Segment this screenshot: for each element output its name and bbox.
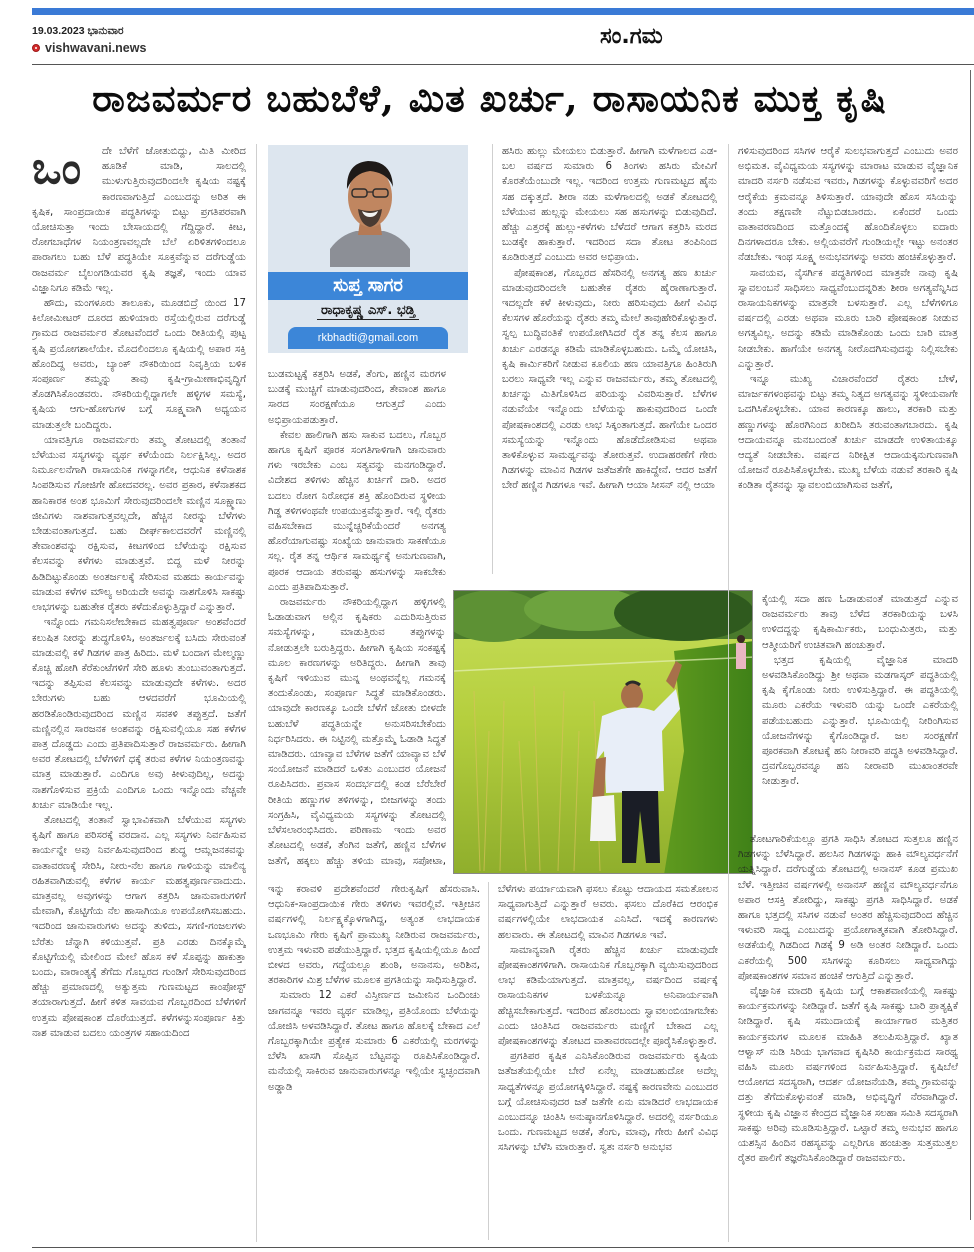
top-accent-bar — [32, 8, 974, 15]
section-title: ಸಂ.ಗಮ — [600, 24, 663, 49]
paragraph: ಸಾವಯವ, ನೈಸರ್ಗಿಕ ಪದ್ಧತಿಗಳಿಂದ ಮಾತ್ರವೇ ನಾವು ಕೃಷಿ ಸ್ವಾವಲಂಬನೆ ಸಾಧಿಸಲು ಸಾಧ್ಯವೆಂಬುದನ್ನರಿತು ಶೀರಾ ಅಗತ್ಯವೆನ್ನಿಸಿದ ರಾಸಾಯನಿಕಗಳನ್ನು ಮಾತ್ರವೇ ಬಳಸುತ್ತಾರೆ. ಎಲ್ಲ ಬೆಳೆಗಳಿಗೂ ವರ್ಷದಲ್ಲಿ ಎರಡು ಅಥವಾ ಮೂರು ಬಾರಿ ಪೋಷಕಾಂಶ ನೀಡುವ ಅಗತ್ಯವಿಲ್ಲ. ಅದನ್ನು ಕಡಿಮೆ ಮಾಡಿಕೊಂಡು ಒಂದು ಬಾರಿ ಮಾತ್ರ ನೀಡಬೇಕು. ಹಾಗೆಯೇ ಅನಗತ್ಯ ನೀರೊದಗಿಸುವುದನ್ನು ನಿಲ್ಲಿಸಬೇಕು ಎನ್ನುತ್ತಾರೆ. — [738, 267, 958, 370]
paddy-field-image — [454, 591, 753, 874]
article-column-2-lower — [268, 882, 480, 1238]
paragraph: ವೈಜ್ಞಾನಿಕ ಮಾದರಿ ಕೃಷಿಯ ಬಗ್ಗೆ ಆಕಾಶವಾಣಿಯಲ್ಲಿ ಸಾಕಷ್ಟು ಕಾರ್ಯಕ್ರಮಗಳನ್ನು ನೀಡಿದ್ದಾರೆ. ಜತೆಗೆ ಕೃಷಿ ಸಾಕಷ್ಟು ಬಾರಿ ಪ್ರಾತ್ಯಕ್ಷಿಕೆ ನೀಡಿದ್ದಾರೆ. ಕೃಷಿ ಸಮುದಾಯಕ್ಕೆ ಕಾರ್ಯಾಗಾರ ಮತ್ತಿತರ ಕಾರ್ಯಕ್ರಮಗಳ ಮೂಲಕ ಮಾಹಿತಿ ತಲುಪಿಸುತ್ತಿದ್ದಾರೆ. ಖ್ಯಾತ ಆಳ್ವಾಸ್ ನುಡಿ ಸಿರಿಯ ಭಾಗವಾದ ಕೃಷಿಸಿರಿ ಕಾರ್ಯಕ್ರಮದ ಸಾರಥ್ಯ ವಹಿಸಿ ಮೂರು ವರ್ಷಗಳಿಂದ ನಿರ್ವಹಿಸುತ್ತಿದ್ದಾರೆ. ಕೃಷಿಬೆಲೆ ಆಯೋಗದ ಸದಸ್ಯರಾಗಿ, ಆದರ್ಶ ಯೋಜನೆಯಡಿ, ತಮ್ಮ ಗ್ರಾಮವನ್ನು ದತ್ತು ತೆಗೆದುಕೊಳ್ಳುವಂತೆ ಮಾಡಿ, ಅಭಿವೃದ್ಧಿಗೆ ನೆರವಾಗಿದ್ದಾರೆ. ಸ್ಥಳೀಯ ಕೃಷಿ ವಿಜ್ಞಾನ ಕೇಂದ್ರದ ವೈಜ್ಞಾನಿಕ ಸಲಹಾ ಸಮಿತಿ ಸದಸ್ಯರಾಗಿ ಸಾಕಷ್ಟು ಅರಿವು ಮೂಡಿಸುತ್ತಿದ್ದಾರೆ. ಒಟ್ಟಾರೆ ತಮ್ಮ ಅನುಭವ ಹಾಗೂ ಯಶಸ್ಸಿನ ಹಿಂದಿನ ರಹಸ್ಯವನ್ನು ಎಲ್ಲರಿಗೂ ಹಂಚುತ್ತಾ ಸುತ್ತಮುತ್ತಲ ರೈತರ ಪಾಲಿಗೆ ತಜ್ಞರೆನಿಸಿಕೊಂಡಿದ್ದಾರೆ ರಾಜವರ್ಮರು. — [738, 986, 958, 1165]
author-name: ರಾಧಾಕೃಷ್ಣ ಎಸ್. ಭಡ್ತಿ — [268, 303, 468, 318]
paragraph: ಗಳಿಸುವುದರಿಂದ ಸಸಿಗಳ ಆರೈಕೆ ಸುಲಭವಾಗುತ್ತದೆ ಎಂಬುದು ಅವರ ಅಭಿಮತ. ವೈವಿಧ್ಯಮಯ ಸಸ್ಯಗಳನ್ನು ಮಾರಾಟ ಮಾಡುವ ವೈಜ್ಞಾನಿಕ ಮಾದರಿ ನರ್ಸರಿ ನಡೆಸುವ ಇವರು, ಗಿಡಗಳನ್ನು ಕೊಳ್ಳುವವರಿಗೆ ಅದರ ಆರೈಕೆಯ ಕ್ರಮವನ್ನೂ ತಿಳಿಸುತ್ತಾರೆ. ಯಾವುದೇ ಹೊಸ ಸಸಿಯನ್ನು ತಂದು ತಕ್ಷಣವೇ ನೆಟ್ಟುಬಿಡಬಾರದು. ಏಕೆಂದರೆ ಒಂದು ವಾತಾವರಣದಿಂದ ಮತ್ತೊಂದಕ್ಕೆ ಹೊಂದಿಕೊಳ್ಳಲು ಐದಾರು ದಿನಗಳಾದರೂ ಬೇಕು. ಅಲ್ಲಿಯವರೆಗೆ ಗುಂಡಿಯಲ್ಲೇ ಇಟ್ಟು ಅನಂತರ ನೆಡಬೇಕು. ಇಂಥ ಸೂಕ್ಷ್ಮ ಅನುಭವಗಳನ್ನು ಅವರು ಹಂಚಿಕೊಳ್ಳುತ್ತಾರೆ. — [738, 146, 958, 264]
column-divider — [256, 144, 257, 1242]
paragraph: ಭತ್ತದ ಕೃಷಿಯಲ್ಲಿ ವೈಜ್ಞಾನಿಕ ಮಾದರಿ ಅಳವಡಿಸಿಕೊಂಡಿದ್ದು ಶ್ರೀ ಅಥವಾ ಮಡಗಾಸ್ಕರ್ ಪದ್ಧತಿಯಲ್ಲಿ ಕೃಷಿ ಕೈಗೊಂಡು ನೀರು ಉಳಿಸುತ್ತಿದ್ದಾರೆ. ಈ ಪದ್ಧತಿಯಲ್ಲಿ ಮೂರು ಎಕರೆಯ ಇಳುವರಿ ಯನ್ನು ಒಂದೇ ಎಕರೆಯಲ್ಲಿ ಪಡೆಯಬಹುದು ಎನ್ನುತ್ತಾರೆ. ಭೂಮಿಯಲ್ಲಿ ನೀರಿಂಗಿಸುವ ಯೋಜನೆಗಳನ್ನು ಕೈಗೊಂಡಿದ್ದಾರೆ. ಜಲ ಸಂರಕ್ಷಣೆಗೆ ಪೂರಕವಾಗಿ ತೋಟಕ್ಕೆ ಹನಿ ನೀರಾವರಿ ಪದ್ಧತಿ ಅಳವಡಿಸಿದ್ದಾರೆ. ದ್ರವಗೊಬ್ಬರವನ್ನೂ ಹನಿ ನೀರಾವರಿ ಮುಖಾಂತರವೇ ನೀಡುತ್ತಾರೆ. — [762, 654, 958, 788]
column-name: ಸುಪ್ತ ಸಾಗರ — [268, 272, 468, 300]
column-divider — [492, 144, 493, 574]
site-link[interactable] — [32, 41, 146, 55]
article-column-4-middle — [762, 592, 958, 820]
article-column-3-lower — [498, 882, 718, 1238]
article-column-2 — [268, 367, 446, 869]
dropcap: ಒಂ — [32, 144, 82, 194]
site-url: vishwavani.news — [45, 41, 147, 55]
column-divider — [488, 882, 489, 1240]
author-email[interactable]: rkbhadti@gmail.com — [288, 327, 448, 349]
article-headline: ರಾಜವರ್ಮರ ಬಹುಬೆಳೆ, ಮಿತ ಖರ್ಚು, ರಾಸಾಯನಿಕ ಮುಕ್ತ ಕೃಷಿ — [92, 76, 887, 120]
paragraph: ಹಸಿರು ಹುಲ್ಲು ಮೇಯಲು ಬಿಡುತ್ತಾರೆ. ಹೀಗಾಗಿ ಮಳೆಗಾಲದ ಎಡ-ಬಲ ವರ್ಷದ ಸುಮಾರು 6 ತಿಂಗಳು ಹಸಿರು ಮೇವಿಗೆ ಕೊರತೆಯೆಂಬುದೇ ಇಲ್ಲ. ಇದರಿಂದ ಉತ್ತಮ ಗುಣಮಟ್ಟದ ಹೈನು ಸಹ ದಕ್ಕುತ್ತದೆ. ಶೀರಾ ನಡು ಮಳೆಗಾಲದಲ್ಲಿ ಅಡಕೆ ತೋಟದಲ್ಲಿ ಬೆಳೆಯುವ ಹುಲ್ಲನ್ನು ಮೇಯಲು ಸಹ ಹಸುಗಳನ್ನು ಬಿಡುವುದಿದೆ. ಹೆಚ್ಚು ಎತ್ತರಕ್ಕೆ ಹುಲ್ಲು-ಕಳೆಗಳು ಬೆಳೆದರೆ ಆಗಾಗ ಕತ್ತರಿಸಿ ಮರದ ಬುಡಕ್ಕೇ ಹಾಕುತ್ತಾರೆ. ಇದರಿಂದ ಸದಾ ತೋಟ ತಂಪಿನಿಂದ ಕೂಡಿರುತ್ತದೆ ಎಂಬುದು ಅವರ ಅಭಿಪ್ರಾಯ. — [502, 146, 717, 264]
paragraph: ಕೇವಲ ಹಾಲಿಗಾಗಿ ಹಸು ಸಾಕುವ ಬದಲು, ಗೊಬ್ಬರ ಹಾಗೂ ಕೃಷಿಗೆ ಪೂರಕ ಸಂಗತಿಗಾಳಿಗಾಗಿ ಜಾನುವಾರು ಗಳು ಇರಬೇಕು ಎಂಬ ಸತ್ಯವನ್ನು ಮನಗಂಡಿದ್ದಾರೆ. ವಿದೇಶದ ತಳಿಗಳು ಹೆಚ್ಚಿನ ಖರ್ಚಿಗೆ ದಾರಿ. ಅದರ ಬದಲು ರೋಗ ನಿರೋಧಕ ಶಕ್ತಿ ಹೊಂದಿರುವ ಸ್ಥಳೀಯ ಗಿಡ್ಡ ತಳಿಗಳಂಥವೇ ಉಪಯುಕ್ತವೆನ್ನುತ್ತಾರೆ. ಇಲ್ಲಿ ರೈತರು ವಹಿಸಬೇಕಾದ ಮುನ್ನೆಚ್ಚರಿಕೆಯೆಂದರೆ ಅನಗತ್ಯ ಹೊರೆಯಾಗುವಷ್ಟು ಸಂಖ್ಯೆಯ ಜಾನುವಾರು ಸಾಕಣೆಯೂ ಸಲ್ಲ. ರೈತ ತನ್ನ ಆರ್ಥಿಕ ಸಾಮರ್ಥ್ಯಕ್ಕೆ ಅನುಗುಣವಾಗಿ, ಪೂರಕ ಆದಾಯ ತರುವಷ್ಟು ಹಸುಗಳನ್ನು ಸಾಕಬೇಕು ಎಂದು ಪ್ರತಿಪಾದಿಸುತ್ತಾರೆ. — [268, 429, 446, 593]
article-column-1 — [32, 144, 246, 1238]
paragraph: ಕೈಯಲ್ಲಿ ಸದಾ ಹಣ ಓಡಾಡುವಂತೆ ಮಾಡುತ್ತದೆ ಎನ್ನುವ ರಾಜವರ್ಮರು ತಾವು ಬೆಳೆದ ತರಕಾರಿಯನ್ನು ಬಳಸಿ ಉಳಿದದ್ದನ್ನು ಕೃಷಿಕಾರ್ಮಿಕರು, ಬಂಧುಮಿತ್ರರು, ಮತ್ತು ಆತ್ಮೀಯರಿಗೆ ಉಚಿತವಾಗಿ ಹಂಚುತ್ತಾರೆ. — [762, 594, 958, 651]
article-column-4 — [738, 144, 958, 584]
paragraph: ಇನ್ನೂ ಮುಖ್ಯ ವಿಚಾರವೆಂದರೆ ರೈತರು ಬೇಳೆ, ಮಾರ್ಜಕಗಳಂಥವನ್ನು ಬಿಟ್ಟು ತಮ್ಮ ನಿತ್ಯದ ಅಗತ್ಯವನ್ನು ಸ್ಥಳೀಯವಾಗೇ ಒದಗಿಸಿಕೊಳ್ಳಬೇಕು. ಯಾವ ಕಾರಣಕ್ಕೂ ಹಾಲು, ತರಕಾರಿ ಮತ್ತು ಹಣ್ಣುಗಳನ್ನು ಹೊರಗಿನಿಂದ ಖರೀದಿಸಿ ತರುವಂತಾಗಬಾರದು. ಕೃಷಿ ಆದಾಯವನ್ನೂ ಮನಬಂದಂತೆ ಖರ್ಚು ಮಾಡದೇ ಉಳಿತಾಯಕ್ಕೂ ಆದ್ಯತೆ ನೀಡಬೇಕು. ವರ್ಷದ ನಿರೀಕ್ಷಿತ ಆದಾಯಕ್ಕನುಗುಣವಾಗಿ ಯೋಜನೆ ರೂಪಿಸಿಕೊಳ್ಳಬೇಕು. ಮುಖ್ಯ ಬೆಳೆಯ ನಡುವೆ ತರಕಾರಿ ಕೃಷಿ ಕಂಡಿತಾ ರೈತನನ್ನು ಸ್ವಾವಲಂಬಿಯಾಗಿಸುವ ಜತೆಗೆ, — [738, 374, 958, 492]
dateline: 19.03.2023 ಭಾನುವಾರ — [32, 25, 124, 37]
paragraph: ಬುಡಮಟ್ಟಕ್ಕೆ ಕತ್ತರಿಸಿ ಅಡಕೆ, ತೆಂಗು, ಹಣ್ಣಿನ ಮರಗಳ ಬುಡಕ್ಕೆ ಮುಚ್ಚಿಗೆ ಮಾಡುವುದರಿಂದ, ತೇವಾಂಶ ಹಾಗೂ ಸಾರದ ಸಂರಕ್ಷಣೆಯೂ ಆಗುತ್ತದೆ ಎಂದು ಅಭಿಪ್ರಾಯಪಡುತ್ತಾರೆ. — [268, 369, 446, 426]
page-right-border — [970, 70, 971, 1220]
paragraph: ಪೋಷಕಾಂಶ, ಗೊಬ್ಬರದ ಹೆಸರಿನಲ್ಲಿ ಅನಗತ್ಯ ಹಣ ಖರ್ಚು ಮಾಡುವುದರಿಂದಲೇ ಬಹುತೇಕ ರೈತರು ಹೈರಾಣಾಗುತ್ತಾರೆ. ಇದಲ್ಲದೇ ಕಳೆ ಕೀಳುವುದು, ನೀರು ಹರಿಸುವುದು ಹೀಗೆ ವಿವಿಧ ಕೆಲಸಗಳ ಹೊರೆಯನ್ನು ರೈತರು ತಮ್ಮ ಮೇಲೆ ತಾವುಹೇರಿಕೊಳ್ಳುತ್ತಾರೆ. ಸ್ವಲ್ಪ ಬುದ್ಧಿವಂತಿಕೆ ಉಪಯೋಗಿಸಿದರೆ ರೈತ ತನ್ನ ಕೆಲಸ ಹಾಗೂ ಖರ್ಚು ಎರಡನ್ನೂ ಕಡಿಮೆ ಮಾಡಿಕೊಳ್ಳಬಹುದು. ಒಮ್ಮೆ ಯೋಚಿಸಿ, ಕೃಷಿ ಕಾರ್ಮಿಕರಿಗೆ ನೀಡುವ ಕೂಲಿಯ ಹಣ ಯಾವತ್ತಿಗೂ ಹಿಂತಿರುಗಿ ಬರಲು ಸಾಧ್ಯವೇ ಇಲ್ಲ ಎನ್ನುವ ರಾಜವರ್ಮರು, ತಮ್ಮ ತೋಟದಲ್ಲಿ ಖರ್ಚನ್ನು ಮಿತಿಗೊಳಿಸಿದ ಪರಿಯನ್ನು ವಿವರಿಸುತ್ತಾರೆ. ಬೆಳೆಗಳ ನಡುವೆಯೇ ಇನ್ನೊಂದು ಬೆಳೆಯನ್ನು ಹಾಕುವುದರಿಂದ ಒಂದೇ ಪೋಷಕಾಂಶದಲ್ಲಿ ಎರಡು ಲಾಭ ಸಿಕ್ಕಂತಾಗುತ್ತದೆ. ಹಾಗೆಯೇ ಒಂದರ ಸಮಸ್ಯೆಯನ್ನು ಇನ್ನೊಂದು ಹೊಡೆದೋಡಿಸುವ ಅಥವಾ ತಾಳಿಕೊಳ್ಳುವ ಸಾಮರ್ಥ್ಯವನ್ನು ತೋರುತ್ತವೆ. ಉದಾಹರಣೆಗೆ ಗೇರು ಗಿಡಗಳನ್ನು ಮಾವಿನ ಗಿಡಗಳ ಜತೆಜತೆಗೇ ಹಾಕಿದ್ದೇನೆ. ಆದರ ಜತೆಗೆ ಬೇರೆ ಹಣ್ಣಿನ ಗಿಡಗಳೂ ಇವೆ. ಹೀಗಾಗಿ ಆಯಾ ಸೀಸನ್ ನಲ್ಲಿ ಆಯಾ — [502, 267, 717, 492]
paragraph: ಯಾವತ್ತಿಗೂ ರಾಜವರ್ಮರು ತಮ್ಮ ತೋಟದಲ್ಲಿ ತಂತಾನೆ ಬೆಳೆಯುವ ಸಸ್ಯಗಳನ್ನು ವ್ಯರ್ಥ ಕಳೆಯೆಂದು ನಿರ್ಲಕ್ಷಿಸಿಲ್ಲ. ಅದರ ನಿರ್ಮೂಲನೆಗಾಗಿ ರಾಸಾಯನಿಕ ಗಳನ್ನಾಗಲೀ, ಆಧುನಿಕ ಕಳೆನಾಶಕ ಸಿಂಪಡಿಸುವ ಗೋಜಿಗೇ ಹೋದವರಲ್ಲ. ಅವರ ಪ್ರಕಾರ, ಕಳೆನಾಶಕದ ಹಾನಿಕಾರಕ ಅಂಶ ಭೂಮಿಗೆ ಸೇರುವುದರಿಂದಲೇ ಮಣ್ಣಿನ ಸೂಕ್ಷ್ಮಾಣು ಜೀವಿಗಳು ನಾಶವಾಗುತ್ತವಲ್ಲದೇ, ಹೆಚ್ಚಿನ ನೀರನ್ನು ಬೆಳೆಗಳು ಬೇಡುವಂತಾಗುತ್ತದೆ. ಬಹು ದೀರ್ಘಕಾಲದವರೆಗೆ ಮಣ್ಣಿನಲ್ಲಿ ತೇವಾಂಶವನ್ನು ರಕ್ಷಿಸುವ, ಕೀಟಗಳಿಂದ ಬೆಳೆಯನ್ನು ರಕ್ಷಿಸುವ ಕೆಲಸವನ್ನು ಕಳೆಗಳು ಮಾಡುತ್ತವೆ. ಬಿದ್ದ ಮಳೆ ನೀರನ್ನು ಹಿಡಿದಿಟ್ಟುಕೊಂಡು ಅಂತರ್ಜಲಕ್ಕೆ ಸೇರಿಸುವ ಮಹದು ಕಾರ್ಯವನ್ನು ಮಾಡುವ ಕಳೆಗಳ ಮೌಲ್ಯ ಅರಿಯದೇ ಅವನ್ನು ನಾಶಗೊಳಿಸಿ ಸಾಕಷ್ಟು ಲಾಭಗಳನ್ನು ಬಹುತೇಕ ರೈತರು ಕಳೆದುಕೊಳ್ಳುತ್ತಿದ್ದಾರೆ ಎನ್ನುತ್ತಾರೆ. — [32, 434, 246, 614]
footer-divider — [32, 1247, 974, 1248]
article-column-4-lower — [738, 832, 958, 1238]
paragraph: ಹೌದು, ಮಂಗಳೂರು ತಾಲೂಕು, ಮೂಡಬಿದ್ರೆ ಯಿಂದ 17 ಕಿಲೋಮೀಟರ್ ದೂರದ ಹುಳಿಯಾರು ರಸ್ತೆಯಲ್ಲಿರುವ ದರೆಗುಡ್ಡೆ ಗ್ರಾಮದ ರಾಜವರ್ಮರ ತೋಟವೆಂದರೆ ಒಂದು ರೀತಿಯಲ್ಲಿ ಪುಟ್ಟ ಕೃಷಿ ಪ್ರಯೋಗಶಾಲೆಯೇ. ಮೊದಲಿಂದಲೂ ಕೃಷಿಯಲ್ಲಿ ಅಪಾರ ಸಕ್ತಿ ಹೊಂದಿದ್ದ ಅವರು, ಬ್ಯಾಂಕ್ ನೌಕರಿಯಿಂದ ನಿವೃತ್ತಿಯ ಬಳಿಕ ಸಂಪೂರ್ಣ ತಮ್ಮನ್ನು ತಾವು ಕೃಷಿ-ಗ್ರಾಮೀಣಾಭಿವೃದ್ಧಿಗೆ ತೊಡಗಿಸಿಕೊಂಡವರು. ನೌಕರಿಯಲ್ಲಿದ್ದಾಗಲೇ ಹಳ್ಳಿಗಳ ಸಮಸ್ಯೆ, ಕೃಷಿಯ ಆಗು-ಹೋಗುಗಳ ಬಗ್ಗೆ ಸೂಕ್ಷ್ಮವಾಗಿ ಅಧ್ಯಯನ ಮಾಡುತ್ತಲೇ ಬಂದಿದ್ದರು. — [32, 298, 246, 431]
columnist-photo — [330, 149, 410, 267]
paragraph: ಇನ್ನು ಕರಾವಳಿ ಪ್ರದೇಶವೆಂದರೆ ಗೇರುಕೃಷಿಗೆ ಹೆಸರುವಾಸಿ. ಆಧುನಿಕ-ಸಾಂಪ್ರದಾಯಿಕ ಗೇರು ತಳಿಗಳು ಇವರಲ್ಲಿವೆ. ಇತ್ತೀಚಿನ ವರ್ಷಗಳಲ್ಲಿ ನಿರ್ಲಕ್ಷ್ಯಕ್ಕೊಳಗಾಗಿದ್ದ, ಅತ್ಯಂತ ಲಾಭದಾಯಕ ಒಣಭೂಮಿ ಗೇರು ಕೃಷಿಗೆ ಪ್ರಾಮುಖ್ಯ ನೀಡಿರುವ ರಾಜವರ್ಮರು, ಉತ್ತಮ ಇಳುವರಿ ಪಡೆಯುತ್ತಿದ್ದಾರೆ. ಭತ್ತದ ಕೃಷಿಯಲ್ಲಿಯೂ ಹಿಂದೆ ಬೀಳದ ಅವರು, ಗದ್ದೆಯಲ್ಲೂ ಶುಂಠಿ, ಅನಾನಸು, ಅರಿಶಿನ, ತರಕಾರಿಗಳ ಮಿಶ್ರ ಬೆಳೆಗಳ ಮೂಲಕ ಪ್ರಗತಿಯನ್ನು ಸಾಧಿಸುತ್ತಿದ್ದಾರೆ. — [268, 884, 480, 987]
column-divider — [728, 144, 729, 1242]
site-logo-icon — [32, 44, 40, 52]
paragraph: ಬೆಳೆಗಳು ಪರ್ಯಾಯವಾಗಿ ಫಸಲು ಕೊಟ್ಟು ಆದಾಯದ ಸಮತೋಲನ ಸಾಧ್ಯವಾಗುತ್ತಿದೆ ಎನ್ನುತ್ತಾರೆ ಅವರು. ಫಸಲು ದೊರೆಕಿದ ಆರಂಭಿಕ ವರ್ಷಗಳಲ್ಲಿಯೇ ಲಾಭದಾಯಕ ಎನಿಸಿದೆ. ಇದಕ್ಕೆ ಕಾರಣಗಳು ಹಲವಾರು. ಈ ತೋಟದಲ್ಲಿ ಮಾವಿನ ಗಿಡಗಳೂ ಇವೆ. — [498, 884, 718, 941]
header-divider — [32, 64, 974, 65]
article-column-3 — [502, 144, 717, 570]
paragraph: ತೋಟದಲ್ಲಿ ತಂತಾನೆ ಸ್ವಾಭಾವಿಕವಾಗಿ ಬೆಳೆಯುವ ಸಸ್ಯಗಳು ಕೃಷಿಗೆ ಹಾಗೂ ಪರಿಸರಕ್ಕೆ ವರದಾನ. ಎಲ್ಲ ಸಸ್ಯಗಳು ನಿರ್ವಹಿಸುವ ಕಾರ್ಯನ್ನೇ ಅವು ನಿರ್ವಹಿಸುವುದರಿಂದ ಶುದ್ಧ ಆಮ್ಲಜನಕವನ್ನು ವಾತಾವರಣಕ್ಕೆ ಸೇರಿಸಿ, ನೀರು-ನೆಲ ಹಾಗೂ ಗಾಳಿಯನ್ನು ಮಾಲಿನ್ಯ ರಹಿತವಾಗಿಡುವಲ್ಲಿ ಕಳೆಗಳ ಕಾರ್ಯ ಮಹತ್ವಪೂರ್ಣವಾದುದು. ಮಾತ್ರವಲ್ಲ ಅವುಗಳನ್ನು ಆಗಾಗ ಕತ್ತರಿಸಿ ಜಾನುವಾರುಗಳಿಗೆ ಮೇವಾಗಿ, ಕೊಟ್ಟಿಗೆಯ ನೆಲ ಹಾಸಾಗಿಯೂ ಉಪಯೋಗಿಸಬಹುದು. ಇದರಿಂದ ಜಾನುವಾರುಗಳು ಅದನ್ನು ತುಳಿದು, ಸಗಣಿ-ಗಂಜಲಗಳು ಬೆರೆತು ಚೆನ್ನಾಗಿ ಕಳಿಯುತ್ತವೆ. ಪ್ರತಿ ಎರಡು ದಿನಕ್ಕೊಮ್ಮೆ ಕೊಟ್ಟಿಗೆಯಲ್ಲಿ ಮೇಲಿಂದ ಮೇಲೆ ಹೊಸ ಕಳೆ ಸೊಪ್ಪನ್ನು ಹಾಕುತ್ತಾ ಬಂದು, ವಾರಾಂತ್ಯಕ್ಕೆ ತೆಗೆದು ಗೊಬ್ಬರದ ಗುಂಡಿಗೆ ಸೇರಿಸುವುದರಿಂದ ಹೆಚ್ಚು ಪ್ರಮಾಣದಲ್ಲಿ ಅತ್ಯುತ್ತಮ ಗುಣಮಟ್ಟದ ಕಾಂಪೋಸ್ಟ್ ತಯಾರಾಗುತ್ತದೆ. ಹೀಗೆ ಕಳಿತ ಸಾವಯವ ಗೊಬ್ಬರದಿಂದ ಬೆಳೆಗಳಿಗೆ ಉತ್ತಮ ಪೋಷಕಾಂಶ ದೊರೆಯುತ್ತದೆ. ಕಳೆಗಳನ್ನುಸಂಪೂರ್ಣ ಕಿತ್ತು ನಾಶ ಮಾಡುವ ಬದಲು ಯಂತ್ರಗಳ ಸಹಾಯದಿಂದ — [32, 814, 246, 1039]
paragraph: ಇನ್ನೊಂದು ಗಮನಿಸಲೇಬೇಕಾದ ಮಹತ್ವಪೂರ್ಣ ಅಂಶವೆಂದರೆ ಕಲುಷಿತ ನೀರನ್ನು ಶುದ್ಧಗೊಳಿಸಿ, ಅಂತರ್ಜಲಕ್ಕೆ ಬಸಿದು ಸೇರುವಂತೆ ಮಾಡುವಲ್ಲಿ ಕಳೆ ಗಿಡಗಳ ಪಾತ್ರ ಹಿರಿದು. ಮಳೆ ಬಂದಾಗ ಮೇಲ್ಮಣ್ಣು ಕೊಚ್ಚಿ ಹೋಗಿ ಕೆರೆಕುಂಟೆಗಳಿಗೆ ಸೇರಿ ಹೂಳು ತುಂಬುವಂತಾಗುತ್ತದೆ. ಇದನ್ನು ತಪ್ಪಿಸುವ ಕೆಲಸವನ್ನು ಮಾಡುವುದೇ ಕಳೆಗಳು. ಅದರ ಬೇರುಗಳು ಬಹು ಆಳದವರೆಗೆ ಭೂಮಿಯಲ್ಲಿ ಹರಡಿಕೊಂಡಿರುವುದರಿಂದ ಮಣ್ಣಿನ ಸವಕಳಿ ತಪ್ಪುತ್ತದೆ. ಜತೆಗೆ ಮಣ್ಣಿನಲ್ಲಿನ ಸಾರಜನಕ ಅಂಶವನ್ನು ರಕ್ಷಿಸುವಲ್ಲಿಯೂ ಸಹ ಕಳೆಗಳ ಪಾತ್ರ ದೊಡ್ಡದು ಎಂದು ಪ್ರತಿಪಾದಿಸುತ್ತಾರೆ ರಾಜವರ್ಮರು. ಹೀಗಾಗಿ ಅವರ ತೋಟದಲ್ಲಿ ಬೆಳೆಗಳಿಗೆ ಧಕ್ಕೆ ತರುವ ಕಳೆಗಳ ನಿಯಂತ್ರಣವನ್ನು ಮಾತ್ರ ಮಾಡುತ್ತಾರೆ. ಎಂದಿಗೂ ಅವು ಕೀಳುವುದಿಲ್ಲ, ಅದನ್ನು ನಾಶಗೊಳಿಸುವ ಪ್ರಕ್ರಿಯೆ ಎಂದಿಗೂ ಒಂದು ಇನ್ನೊಂದು ವೆಚ್ಚವೇ ಖರ್ಚು ಮಾಡಿಯೇ ಇಲ್ಲ. — [32, 617, 246, 811]
paragraph: ಸಾಮಾನ್ಯವಾಗಿ ರೈತರು ಹೆಚ್ಚಿನ ಖರ್ಚು ಮಾಡುವುದೇ ಪೋಷಕಾಂಶಗಳಿಗಾಗಿ. ರಾಸಾಯನಿಕ ಗೊಬ್ಬರಕ್ಕಾಗಿ ವ್ಯಯಿಸುವುದರಿಂದ ಲಾಭ ಕಡಿಮೆಯಾಗುತ್ತದೆ. ಮಾತ್ರವಲ್ಲ, ವರ್ಷದಿಂದ ವರ್ಷಕ್ಕೆ ರಾಸಾಯನಿಕಗಳ ಬಳಕೆಯನ್ನೂ ಅನಿವಾರ್ಯವಾಗಿ ಹೆಚ್ಚಿಸಬೇಕಾಗುತ್ತದೆ. ಇದರಿಂದ ಹೊರಬಂದು ಸ್ವಾವಲಂಬಿಯಾಗಬೇಕು ಎಂದು ಚಿಂತಿಸಿದ ರಾಜವರ್ಮರು ಮಣ್ಣಿಗೆ ಬೇಕಾದ ಎಲ್ಲ ಪೋಷಕಾಂಶಗಳನ್ನು ತೋಟದ ವಾತಾವರಣದಲ್ಲೇ ಪೂರೈಸಿಕೊಳ್ಳುತ್ತಾರೆ. — [498, 944, 718, 1048]
columnist-box — [268, 145, 468, 353]
paragraph: ದೇ ಬೆಳೆಗೆ ಜೋತುಬಿದ್ದು, ಮಿತಿ ಮೀರಿದ ಹೂಡಿಕೆ ಮಾಡಿ, ಸಾಲದಲ್ಲಿ ಮುಳುಗುತ್ತಿರುವುದರಿಂದಲೇ ಕೃಷಿಯ ನಷ್ಟಕ್ಕೆ ಕಾರಣವಾಗುತ್ತಿದೆ ಎಂಬುದನ್ನು ಅರಿತ ಈ ಕೃಷಿಕ, ಸಾಂಪ್ರದಾಯಿಕ ಪದ್ಧತಿಗಳನ್ನು ಬಿಟ್ಟು ಪ್ರಗತಿಪರವಾಗಿ ಯೋಚಿಸುತ್ತಾ ಇಂದು ಬೇಸಾಯದಲ್ಲಿ ಗೆದ್ದಿದ್ದಾರೆ. ಕೀಟ, ರೋಗಬಾಧೆಗಳ ನಿಯಂತ್ರಣವಲ್ಲದೇ ಬೆಲೆ ಏರಿಳಿತಗಳಿಂದಲೂ ಪಾರಾಗಲು ಬಹು ಬೆಳೆ ಪದ್ಧತಿಯೇ ಸೂಕ್ತವೆನ್ನುವ ದರೆಗುಡ್ಡೆಯ ರಾಜವರ್ಮ ಬೈಲಂಗಡಿಯವರ ಕೃಷಿ ತಜ್ಞತೆ, ಇಂದು ಯಾವ ವಿಜ್ಞಾನಿಗೂ ಕಡಿಮೆ ಇಲ್ಲ. — [32, 146, 246, 294]
paragraph: ತೋಟಗಾರಿಕೆಯಲ್ಲೂ ಪ್ರಗತಿ ಸಾಧಿಸಿ ತೋಟದ ಸುತ್ತಲೂ ಹಣ್ಣಿನ ಗಿಡಗಳನ್ನು ಬೆಳೆಸಿದ್ದಾರೆ. ಹಲಸಿನ ಗಿಡಗಳನ್ನು ಹಾಕಿ ಮೌಲ್ಯವರ್ಧನೆಗೆ ಯತ್ನಿಸಿದ್ದಾರೆ. ದರೆಗುಡ್ಡೆಯ ತೋಟದಲ್ಲಿ ಅನಾನಸ್ ಕೂಡ ಪ್ರಮುಖ ಬೆಳೆ. ಇತ್ತೀಚಿನ ವರ್ಷಗಳಲ್ಲಿ ಅನಾನಸ್ ಹಣ್ಣಿನ ಮೌಲ್ಯವರ್ಧನೆಗೂ ಅಪಾರ ಆಸಕ್ತಿ ತೋರಿದ್ದು, ಸಾಕಷ್ಟು ಪ್ರಗತಿ ಸಾಧಿಸಿದ್ದಾರೆ. ಅಡಕೆ ಹಾಗೂ ಭತ್ತದಲ್ಲಿ ಸಸಿಗಳ ನಡುವೆ ಅಂತರ ಹೆಚ್ಚಿಸುವುದರಿಂದ ಹೆಚ್ಚಿನ ಇಳುವರಿ ಸಾಧ್ಯ ಎಂಬುದನ್ನು ಪ್ರಯೋಗಾತ್ಮಕವಾಗಿ ತೋರಿಸಿದ್ದಾರೆ. ಅಡಕೆಯಲ್ಲಿ ಗಿಡದಿಂದ ಗಿಡಕ್ಕೆ 9 ಅಡಿ ಅಂತರ ನೀಡಿದ್ದಾರೆ. ಒಂದು ಎಕರೆಯಲ್ಲಿ 500 ಸಸಿಗಳನ್ನು ಕೂರಿಸಲು ಸಾಧ್ಯವಾಗಿದ್ದು ಪೋಷಕಾಂಶಗಳ ಸಮಾನ ಹಂಚಿಕೆ ಆಗುತ್ತಿದೆ ಎನ್ನುತ್ತಾರೆ. — [738, 834, 958, 982]
article-photo-farmer-in-paddy-field — [453, 590, 753, 874]
paragraph: ಸುಮಾರು 12 ಎಕರೆ ವಿಸ್ತೀರ್ಣದ ಜಮೀನಿನ ಒಂದಿಂಚು ಜಾಗವನ್ನೂ ಇವರು ವ್ಯರ್ಥ ಮಾಡಿಲ್ಲ, ಪ್ರತಿಯೊಂದು ಬೆಳೆಯನ್ನು ಯೋಜಿಸಿ ಅಳವಡಿಸಿದ್ದಾರೆ. ತೋಟ ಹಾಗೂ ಹೊಲಕ್ಕೆ ಬೇಕಾದ ಎಲೆ ಗೊಬ್ಬರಕ್ಕಾಗಿಯೇ ಪ್ರತ್ಯೇಕ ಸುಮಾರು 6 ಎಕರೆಯಲ್ಲಿ ಮರಗಳನ್ನು ಬೆಳೆಸಿ ಖಾಸಗಿ ಸೊಪ್ಪಿನ ಬೆಟ್ಟವನ್ನು ರೂಪಿಸಿಕೊಂಡಿದ್ದಾರೆ. ಮನೆಯಲ್ಲಿ ಸಾಕಿರುವ ಜಾನುವಾರುಗಳನ್ನೂ ಇಲ್ಲಿಯೇ ಸ್ವಚ್ಛಂದವಾಗಿ ಅಡ್ಡಾಡಿ — [268, 990, 480, 1093]
paragraph: ರಾಜವರ್ಮರು ನೌಕರಿಯಲ್ಲಿದ್ದಾಗ ಹಳ್ಳಿಗಳಲ್ಲಿ ಓಡಾಡುವಾಗ ಅಲ್ಲಿನ ಕೃಷಿಕರು ಎದುರಿಸುತ್ತಿರುವ ಸಮಸ್ಯೆಗಳನ್ನು, ಮಾಡುತ್ತಿರುವ ತಪ್ಪುಗಳನ್ನು ನೋಡುತ್ತಲೇ ಬರುತ್ತಿದ್ದರು. ಹೀಗಾಗಿ ಕೃಷಿಯ ಸಂಕಷ್ಟಕ್ಕೆ ಮೂಲ ಕಾರಣಗಳನ್ನು ಅರಿತಿದ್ದರು. ಹೀಗಾಗಿ ತಾವು ಕೃಷಿಗೆ ಇಳಿಯುವ ಮುನ್ನ ಅಂಥವನ್ನೆಲ್ಲ ಗಮನಕ್ಕೆ ತಂದುಕೊಂಡು, ಸಂಪೂರ್ಣ ಸಿದ್ಧತೆ ಮಾಡಿಕೊಂಡರು. ಯಾವುದೇ ಕಾರಣಕ್ಕೂ ಒಂದೇ ಬೆಳೆಗೆ ಜೋತು ಬೀಳದೇ ಬಹುಬೆಳೆ ಪದ್ಧತಿಯನ್ನೇ ಅನುಸರಿಸಬೇಕೆಂದು ನಿರ್ಧರಿಸಿದರು. ಈ ನಿಟ್ಟಿನಲ್ಲಿ ಮತ್ತೊಮ್ಮೆ ಓಡಾಡಿ ಸಿದ್ಧತೆ ಮಾಡಿದರು. ಯಾವ್ಯಾವ ಬೆಳೆಗಳ ಜತೆಗೆ ಯಾವ್ಯಾವ ಬೆಳೆ ಸಂಯೋಜನೆ ಮಾಡಿದರೆ ಒಳಿತು ಎಂಬುದರ ಯೋಜನೆ ರೂಪಿಸಿದರು. ಪ್ರವಾಸ ಸಂದರ್ಭದಲ್ಲಿ ಕಂಡ ಬೆರೆಬೇರೆ ರೀತಿಯ ಹಣ್ಣುಗಳ ತಳಿಗಳನ್ನು, ಬೀಜಗಳನ್ನು ತಂದು ಸಂಗ್ರಹಿಸಿ, ವೈವಿಧ್ಯಮಯ ಸಸ್ಯಗಳನ್ನು ತೋಟದಲ್ಲಿ ಬೆಳೆಸಲಾರಂಭಿಸಿದರು. ಪರಿಣಾಮ ಇಂದು ಅವರ ತೋಟದಲ್ಲಿ ಅಡಕೆ, ತೆಂಗಿನ ಜತೆಗೆ, ಹಣ್ಣಿನ ಬೆಳೆಗಳ ಜತೆಗೆ, ಹಕ್ಕಲು ಹೆಚ್ಚು ತಳಿಯ ಮಾವು, ಸಪೋಟಾ, — [268, 597, 446, 867]
paragraph: ಪ್ರಗತಿಪರ ಕೃಷಿಕ ಎನಿಸಿಕೊಂಡಿರುವ ರಾಜವರ್ಮರು ಕೃಷಿಯ ಜತೆಜತೆಯಲ್ಲಿಯೇ ಬೇರೆ ಏನೆಲ್ಲ ಮಾಡಬಹುದೋ ಅದೆಲ್ಲ ಸಾಧ್ಯತೆಗಳನ್ನೂ ಪ್ರಯೋಗಕ್ಕಿಳಿಸಿದ್ದಾರೆ. ನಷ್ಟಕ್ಕೆ ಕಾರಣವೇನು ಎಂಬುದರ ಬಗ್ಗೆ ಯೋಚಿಸುವುದರ ಜತೆ ಜತೆಗೇ ಏನು ಮಾಡಿದರೆ ಲಾಭದಾಯಕ ಎಂಬುದನ್ನೂ ಚಿಂತಿಸಿ ಅನುಷ್ಠಾನಗೊಳಿಸಿದ್ದಾರೆ. ಅದರಲ್ಲಿ ನರ್ಸರಿಯೂ ಒಂದು. ಗುಣಮಟ್ಟದ ಅಡಕೆ, ತೆಂಗು, ಮಾವು, ಗೇರು ಹೀಗೆ ವಿವಿಧ ಸಸಿಗಳನ್ನು ಬೆಳೆಸಿ ಮಾರುತ್ತಾರೆ. ಸ್ವತಃ ನರ್ಸರಿ ಅನುಭವ — [498, 1051, 718, 1154]
